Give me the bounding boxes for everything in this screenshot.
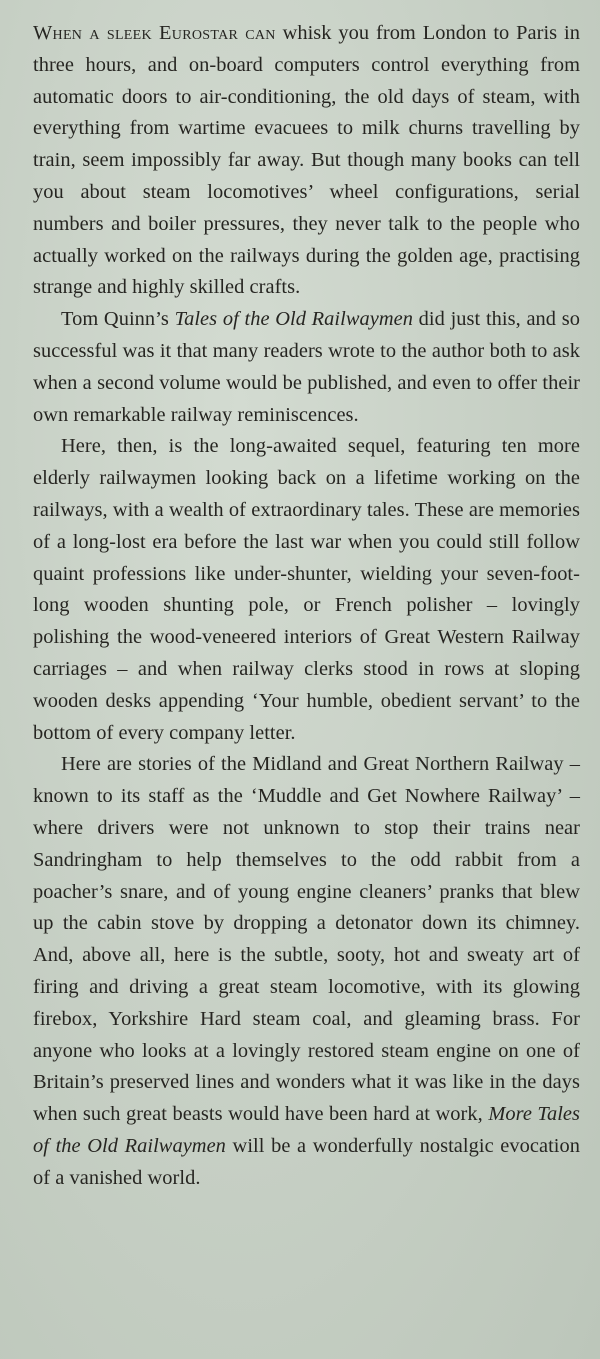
text-run: Here, then, is the long-awaited sequel, featuring ten more elderly railwaymen looking back on a lifetime working on the railways, with a wealth of extraordinary tales. These are memories of a long-lost era before the last war when you could still follow quaint professions like under-shunter, wielding your seven-foot-long wooden shunting pole, or French polisher – lovingly polishing the wood-veneered interiors of Great Western Railway carriages – and when railway clerks stood in rows at sloping wooden desks appending ‘Your humble, obedient servant’ to the bottom of every company letter. <box>33 435 580 744</box>
paragraph-stories <box>33 749 580 1194</box>
text-run: Tom Quinn’s <box>61 308 175 331</box>
paragraph-sequel <box>33 431 580 749</box>
paragraph-first-book <box>33 304 580 431</box>
text-run: will be a wonderfully nostalgic evocation of a vanished world. <box>33 1134 581 1189</box>
text-run: Here are stories of the Midland and Great Northern Railway – known to its staff as the ‘Muddle and Get Nowhere Railway’ – where drivers were not unknown to stop their trains near Sandringham to help themselves to the odd rabbit from a poacher’s snare, and of young engine cleaners’ pranks that blew up the cabin stove by dropping a detonator down its chimney. And, above all, here is the subtle, sooty, hot and sweaty art of firing and driving a great steam locomotive, with its glowing firebox, Yorkshire Hard steam coal, and gleaming brass. For anyone who looks at a lovingly restored steam engine on one of Britain’s preserved lines and wonders what it was like in the days when such great beasts would have been hard at work, <box>33 753 580 1126</box>
paragraph-intro <box>33 18 580 304</box>
text-run: did just this, and so successful was it that many readers wrote to the author both to ask when a second volume would be published, and even to offer their own remarkable railway reminiscences. <box>33 308 580 426</box>
text-run: whisk you from London to Paris in three hours, and on-board computers control everything from automatic doors to air-conditioning, the old days of steam, with everything from wartime evacuees to milk churns travelling by train, seem impossibly far away. But though many books can tell you about steam locomotives’ wheel configurations, serial numbers and boiler pressures, they never talk to the people who actually worked on the railways during the golden age, practising strange and highly skilled crafts. <box>33 22 581 299</box>
book-title-italic: Tales of the Old Railwaymen <box>174 308 413 331</box>
small-caps-opening: When a sleek Eurostar can <box>33 22 276 44</box>
book-title-italic: More Tales of the Old Railwaymen <box>33 1103 580 1157</box>
